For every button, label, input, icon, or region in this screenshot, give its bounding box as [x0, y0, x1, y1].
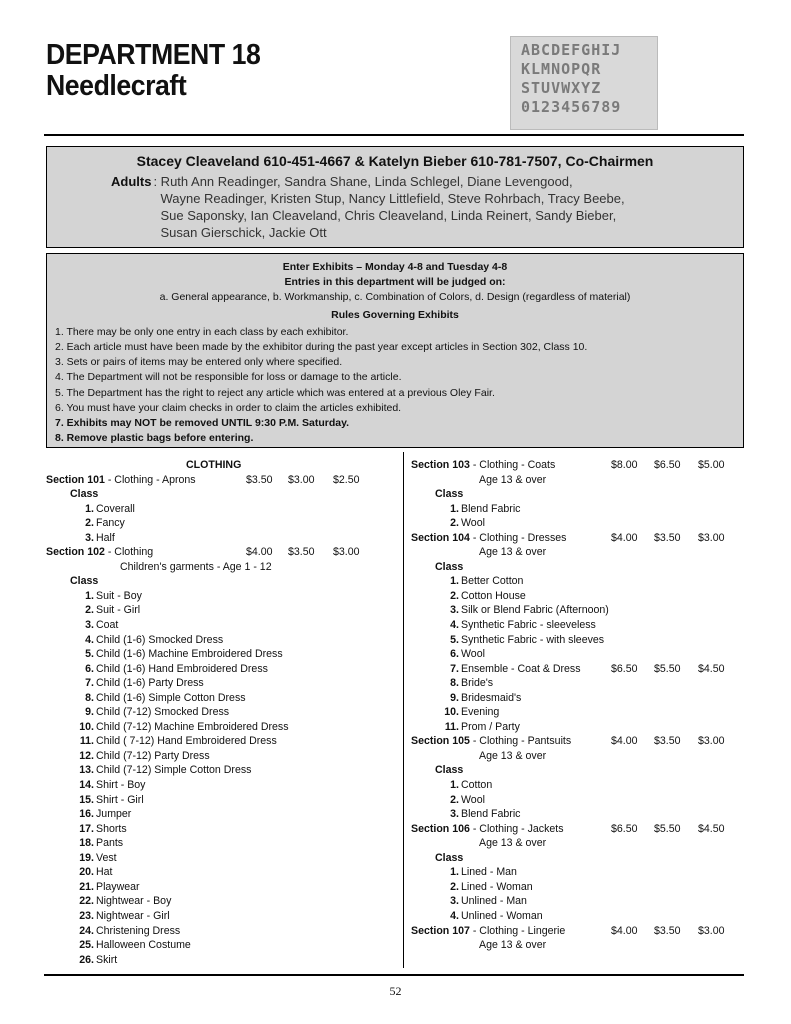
class-item [46, 749, 391, 764]
class-name: Shorts [96, 822, 127, 835]
class-number: 4. [85, 633, 94, 646]
adults-label: Adults [111, 174, 152, 189]
first-premium: $8.00 [611, 459, 638, 471]
section-note [46, 560, 391, 575]
class-item [411, 502, 741, 517]
class-item [46, 691, 391, 706]
adults-line: Susan Gierschick, Jackie Ott [160, 225, 327, 240]
class-number: 3. [450, 895, 459, 908]
class-item [46, 938, 391, 953]
class-item [46, 778, 391, 793]
rule-item: 5. The Department has the right to reject any article which was entered at a previous Oley Fair. [55, 386, 495, 399]
class-label-text: Class [435, 851, 464, 864]
third-premium: $4.50 [698, 822, 725, 835]
class-label [411, 763, 741, 778]
class-name: Coverall [96, 502, 135, 515]
class-label-text: Class [435, 488, 464, 501]
class-label-text: Class [435, 560, 464, 573]
third-premium: $3.00 [333, 546, 360, 559]
third-premium: $5.00 [698, 459, 725, 471]
class-item [46, 851, 391, 866]
class-item [46, 662, 391, 677]
section-name: - Clothing - Jackets [469, 822, 564, 835]
footer-divider [44, 974, 744, 976]
class-item [411, 909, 741, 924]
class-name: Nightwear - Boy [96, 895, 172, 908]
class-number: 1. [450, 779, 459, 792]
class-item [46, 793, 391, 808]
class-item [411, 618, 741, 633]
sampler-row: ABCDEFGHIJ [521, 41, 622, 59]
second-premium: $5.50 [654, 662, 681, 675]
section-name: - Clothing - Lingerie [469, 924, 566, 937]
class-number: 2. [450, 880, 459, 893]
class-label [411, 851, 741, 866]
class-name: Unlined - Woman [461, 909, 543, 922]
class-name: Better Cotton [461, 575, 524, 588]
section-number: Section 107 [411, 924, 470, 937]
section-note-text: Age 13 & over [479, 837, 547, 850]
second-premium: $3.50 [654, 924, 681, 937]
class-number: 1. [450, 502, 459, 515]
header-divider [44, 134, 744, 136]
first-premium: $4.00 [246, 546, 273, 559]
section-name: - Clothing - Aprons [104, 473, 196, 486]
class-item [411, 894, 741, 909]
class-name: Suit - Boy [96, 589, 142, 602]
rule-item: 1. There may be only one entry in each class by each exhibitor. [55, 325, 349, 338]
right-column-class-list [411, 458, 741, 953]
third-premium: $4.50 [698, 662, 725, 675]
class-item [46, 647, 391, 662]
class-number: 23. [79, 909, 94, 922]
class-item [46, 720, 391, 735]
third-premium: $3.00 [698, 531, 725, 544]
class-name: Christening Dress [96, 924, 181, 937]
section-row [411, 822, 741, 837]
sampler-row: STUVWXYZ [521, 79, 602, 97]
class-number: 1. [85, 502, 94, 515]
class-name: Unlined - Man [461, 895, 527, 908]
third-premium: $3.00 [698, 924, 725, 937]
class-name: Child (7-12) Party Dress [96, 749, 210, 762]
sampler-row: 0123456789 [521, 98, 622, 116]
class-item [411, 793, 741, 808]
second-premium: $5.50 [654, 822, 681, 835]
class-item [411, 676, 741, 691]
class-number: 4. [450, 909, 459, 922]
class-name: Halloween Costume [96, 939, 191, 952]
section-note [411, 545, 741, 560]
column-divider [403, 452, 404, 968]
section-row [411, 458, 741, 473]
class-label [411, 487, 741, 502]
section-number: Section 106 [411, 822, 470, 835]
class-name: Child (7-12) Machine Embroidered Dress [96, 720, 289, 733]
class-label [46, 574, 391, 589]
section-title [46, 474, 196, 486]
class-number: 2. [450, 517, 459, 530]
class-item [46, 603, 391, 618]
rules-list [55, 325, 743, 447]
class-name: Wool [461, 793, 485, 806]
rules-box [46, 253, 744, 448]
section-title [411, 925, 565, 937]
class-item [411, 574, 741, 589]
class-item [411, 705, 741, 720]
section-note [411, 749, 741, 764]
class-number: 7. [85, 677, 94, 690]
class-number: 25. [79, 939, 94, 952]
section-title [411, 735, 571, 747]
section-row [46, 545, 391, 560]
class-number: 24. [79, 924, 94, 937]
class-name: Wool [461, 517, 485, 530]
class-number: 1. [450, 575, 459, 588]
class-item [46, 502, 391, 517]
class-name: Shirt - Boy [96, 779, 146, 792]
class-number: 3. [450, 808, 459, 821]
section-note-text: Age 13 & over [479, 749, 547, 762]
class-name: Lined - Woman [461, 880, 533, 893]
class-name: Child ( 7-12) Hand Embroidered Dress [96, 735, 277, 748]
section-name: - Clothing [104, 546, 154, 559]
class-number: 1. [85, 589, 94, 602]
section-row [46, 473, 391, 488]
section-number: Section 105 [411, 735, 470, 748]
judging-line: Entries in this department will be judged on: [284, 276, 506, 289]
class-item [46, 516, 391, 531]
class-number: 12. [79, 749, 94, 762]
section-note-text: Age 13 & over [479, 473, 547, 486]
cross-stitch-alphabet-sampler-image [510, 36, 658, 130]
class-name: Child (1-6) Hand Embroidered Dress [96, 662, 268, 675]
title-line-2: Needlecraft [46, 70, 187, 102]
class-item [411, 720, 741, 735]
class-number: 13. [79, 764, 94, 777]
class-number: 20. [79, 866, 94, 879]
section-row [411, 734, 741, 749]
adults-line: Wayne Readinger, Kristen Stup, Nancy Littlefield, Steve Rohrbach, Tracy Beebe, [160, 191, 625, 206]
class-number: 5. [450, 633, 459, 646]
first-premium: $4.00 [611, 924, 638, 937]
class-number: 9. [450, 691, 459, 704]
first-premium: $6.50 [611, 822, 638, 835]
class-number: 9. [85, 706, 94, 719]
class-item [411, 647, 741, 662]
class-item [46, 822, 391, 837]
class-item [411, 865, 741, 880]
class-item [46, 676, 391, 691]
rule-item: 4. The Department will not be responsible for loss or damage to the article. [55, 371, 402, 384]
class-number: 7. [450, 662, 459, 675]
class-label-text: Class [435, 764, 464, 777]
second-premium: $3.50 [654, 531, 681, 544]
sampler-row: KLMNOPQR [521, 60, 602, 78]
class-number: 8. [85, 691, 94, 704]
class-number: 22. [79, 895, 94, 908]
class-name: Shirt - Girl [96, 793, 144, 806]
rule-item: 2. Each article must have been made by the exhibitor during the past year except articles in Section 302, Class 10. [55, 341, 588, 354]
class-number: 2. [450, 793, 459, 806]
rule-item: 8. Remove plastic bags before entering. [55, 432, 254, 445]
adults-line: : Ruth Ann Readinger, Sandra Shane, Linda Schlegel, Diane Levengood, [153, 174, 573, 189]
section-number: Section 103 [411, 459, 470, 471]
title-line-1: DEPARTMENT 18 [46, 39, 261, 71]
class-item [411, 589, 741, 604]
class-name: Synthetic Fabric - with sleeves [461, 633, 605, 646]
co-chairmen-line: Stacey Cleaveland 610-451-4667 & Katelyn Bieber 610-781-7507, Co-Chairmen [136, 153, 654, 169]
class-name: Fancy [96, 517, 125, 530]
class-name: Bridesmaid's [461, 691, 522, 704]
class-name: Child (1-6) Smocked Dress [96, 633, 224, 646]
class-number: 26. [79, 953, 94, 966]
class-name: Evening [461, 706, 500, 719]
class-item [46, 880, 391, 895]
section-name: - Clothing - Dresses [469, 531, 567, 544]
class-number: 8. [450, 677, 459, 690]
class-name: Blend Fabric [461, 808, 521, 821]
class-number: 2. [85, 604, 94, 617]
class-number: 4. [450, 619, 459, 632]
second-premium: $3.50 [654, 735, 681, 748]
class-name: Pants [96, 837, 124, 850]
class-item [411, 662, 741, 677]
judging-criteria: a. General appearance, b. Workmanship, c. Combination of Colors, d. Design (regardless of material) [159, 291, 631, 304]
third-premium: $3.00 [698, 735, 725, 748]
section-number: Section 104 [411, 531, 470, 544]
class-name: Child (7-12) Simple Cotton Dress [96, 764, 252, 777]
enter-exhibits-line: Enter Exhibits – Monday 4-8 and Tuesday 4-8 [282, 261, 508, 273]
class-item [46, 763, 391, 778]
rules-title: Rules Governing Exhibits [331, 308, 459, 321]
adults-names [153, 173, 624, 241]
class-number: 21. [79, 880, 94, 893]
class-name: Child (1-6) Simple Cotton Dress [96, 691, 246, 704]
class-item [46, 734, 391, 749]
class-item [46, 894, 391, 909]
class-number: 14. [79, 779, 94, 792]
page-title [46, 40, 260, 102]
class-item [46, 705, 391, 720]
class-number: 10. [444, 706, 459, 719]
class-number: 5. [85, 648, 94, 661]
chairmen-box [46, 146, 744, 248]
class-item [411, 516, 741, 531]
class-number: 3. [450, 604, 459, 617]
class-name: Suit - Girl [96, 604, 141, 617]
rule-item: 7. Exhibits may NOT be removed UNTIL 9:30 P.M. Saturday. [55, 417, 350, 430]
first-premium: $6.50 [611, 662, 638, 675]
class-name: Playwear [96, 880, 140, 893]
class-name: Vest [96, 851, 117, 864]
class-number: 15. [79, 793, 94, 806]
first-premium: $3.50 [246, 473, 273, 486]
section-title [411, 532, 566, 544]
class-number: 6. [450, 648, 459, 661]
class-label [46, 487, 391, 502]
class-label-text: Class [70, 575, 99, 588]
class-name: Ensemble - Coat & Dress [461, 662, 581, 675]
class-number: 19. [79, 851, 94, 864]
class-item [46, 633, 391, 648]
class-item [411, 778, 741, 793]
class-item [46, 953, 391, 968]
page-number: 52 [389, 984, 402, 998]
section-title [411, 459, 555, 471]
class-item [46, 807, 391, 822]
rule-item: 3. Sets or pairs of items may be entered only where specified. [55, 356, 343, 369]
adults-line: Sue Saponsky, Ian Cleaveland, Chris Cleaveland, Linda Reinert, Sandy Bieber, [160, 208, 617, 223]
second-premium: $6.50 [654, 459, 681, 471]
class-number: 16. [79, 808, 94, 821]
class-number: 2. [450, 589, 459, 602]
class-name: Synthetic Fabric - sleeveless [461, 619, 596, 632]
class-name: Child (1-6) Machine Embroidered Dress [96, 648, 283, 661]
section-note [411, 938, 741, 953]
section-note-text: Children's garments - Age 1 - 12 [120, 560, 272, 573]
class-label-text: Class [70, 488, 99, 501]
class-name: Blend Fabric [461, 502, 521, 515]
class-item [46, 589, 391, 604]
second-premium: $3.00 [288, 473, 315, 486]
class-number: 17. [79, 822, 94, 835]
section-number: Section 101 [46, 473, 105, 486]
class-item [411, 880, 741, 895]
class-name: Cotton [461, 779, 493, 792]
class-name: Silk or Blend Fabric (Afternoon) [461, 604, 609, 617]
first-premium: $4.00 [611, 735, 638, 748]
first-premium: $4.00 [611, 531, 638, 544]
class-item [411, 807, 741, 822]
class-name: Nightwear - Girl [96, 909, 170, 922]
class-number: 10. [79, 720, 94, 733]
class-name: Coat [96, 619, 119, 632]
class-name: Half [96, 531, 115, 544]
section-note-text: Age 13 & over [479, 546, 547, 559]
class-number: 3. [85, 531, 94, 544]
class-name: Child (1-6) Party Dress [96, 677, 204, 690]
class-number: 11. [444, 720, 459, 733]
section-name: - Clothing - Pantsuits [469, 735, 572, 748]
second-premium: $3.50 [288, 546, 315, 559]
class-item [46, 909, 391, 924]
section-title [46, 546, 153, 558]
section-name: - Clothing - Coats [469, 459, 556, 471]
class-name: Jumper [96, 808, 132, 821]
class-item [46, 531, 391, 546]
section-title [411, 823, 564, 835]
third-premium: $2.50 [333, 473, 360, 486]
section-note-text: Age 13 & over [479, 939, 547, 952]
class-item [411, 691, 741, 706]
class-number: 11. [79, 735, 94, 748]
class-name: Child (7-12) Smocked Dress [96, 706, 230, 719]
class-label [411, 560, 741, 575]
left-column-class-list [46, 458, 391, 967]
class-name: Hat [96, 866, 113, 879]
category-heading-text: CLOTHING [186, 459, 242, 471]
class-item [46, 865, 391, 880]
section-row [411, 531, 741, 546]
class-number: 18. [79, 837, 94, 850]
class-item [46, 618, 391, 633]
rule-item: 6. You must have your claim checks in order to claim the articles exhibited. [55, 401, 402, 414]
section-note [411, 836, 741, 851]
class-item [46, 924, 391, 939]
section-number: Section 102 [46, 546, 105, 559]
class-number: 3. [85, 619, 94, 632]
class-number: 6. [85, 662, 94, 675]
class-name: Lined - Man [461, 866, 517, 879]
category-heading [46, 458, 391, 473]
class-name: Wool [461, 648, 485, 661]
class-item [46, 836, 391, 851]
class-number: 1. [450, 866, 459, 879]
class-item [411, 633, 741, 648]
class-name: Skirt [96, 953, 118, 966]
section-row [411, 924, 741, 939]
adults-committee [111, 173, 743, 241]
class-item [411, 603, 741, 618]
class-name: Cotton House [461, 589, 526, 602]
section-note [411, 473, 741, 488]
class-number: 2. [85, 517, 94, 530]
class-name: Bride's [461, 677, 494, 690]
class-name: Prom / Party [461, 720, 520, 733]
